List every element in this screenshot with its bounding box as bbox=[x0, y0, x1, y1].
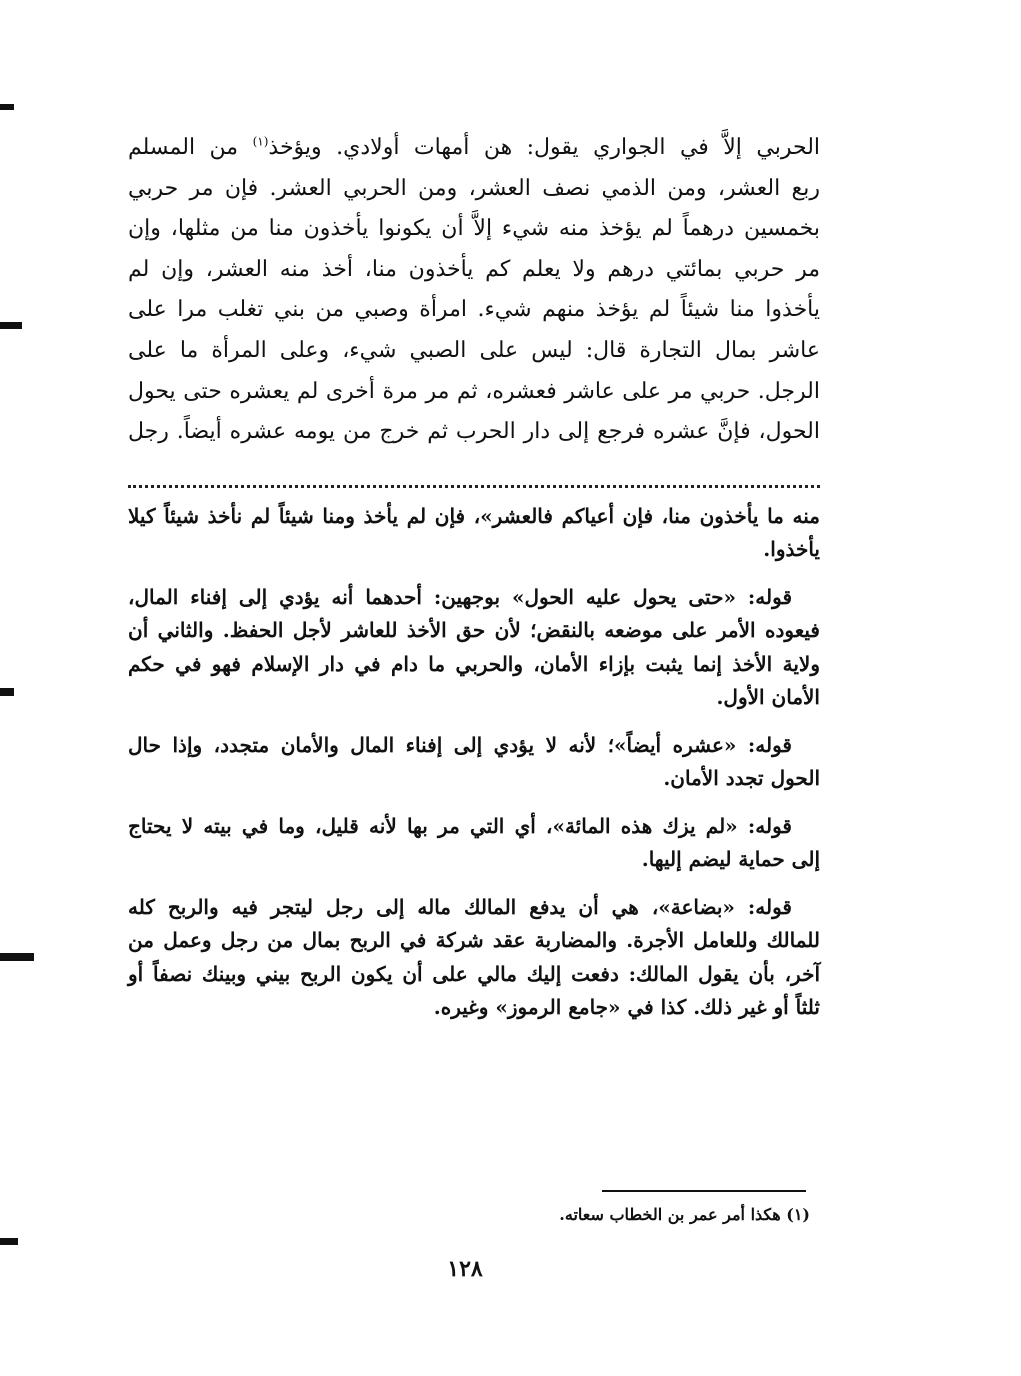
main-text bbox=[128, 128, 820, 453]
scan-mark bbox=[0, 322, 22, 329]
commentary-line: آخر، بأن يقول المالك: دفعت إليك مالي على أن يكون الربح بيني وبينك نصفاً أو bbox=[128, 961, 820, 986]
commentary-paragraph bbox=[128, 810, 820, 877]
commentary bbox=[128, 500, 820, 1025]
scan-mark bbox=[0, 104, 14, 110]
main-text-line: بخمسين درهماً لم يؤخذ منه شيء إلاَّ أن يكونوا يأخذون منا من مثلها، وإن bbox=[128, 216, 820, 242]
scan-mark bbox=[0, 688, 14, 696]
commentary-line: قوله: «عشره أيضاً»؛ لأنه لا يؤدي إلى إفناء المال والأمان متجدد، وإذا حال bbox=[128, 732, 792, 757]
main-text-line: يأخذوا منا شيئاً لم يؤخذ منهم شيء. امرأة وصبي من بني تغلب مرا على bbox=[128, 297, 820, 323]
commentary-paragraph bbox=[128, 891, 820, 1025]
commentary-line: قوله: «بضاعة»، هي أن يدفع المالك ماله إلى رجل ليتجر فيه والربح كله bbox=[128, 894, 792, 919]
commentary-line: الأمان الأول. bbox=[716, 685, 820, 710]
main-text-line: مر حربي بمائتي درهم ولا يعلم كم يأخذون منا، أخذ منه العشر، وإن لم bbox=[128, 256, 820, 282]
scan-mark bbox=[0, 953, 34, 961]
page-number: ١٢٨ bbox=[447, 1256, 483, 1282]
commentary-line: قوله: «لم يزك هذه المائة»، أي التي مر بها لأنه قليل، وما في بيته لا يحتاج bbox=[128, 813, 792, 838]
commentary-line: إلى حماية ليضم إليها. bbox=[641, 847, 820, 872]
main-text-line: عاشر بمال التجارة قال: ليس على الصبي شيء، وعلى المرأة ما على bbox=[128, 337, 820, 363]
main-text-line: ربع العشر، ومن الذمي نصف العشر، ومن الحربي العشر. فإن مر حربي bbox=[128, 175, 820, 201]
scan-mark bbox=[0, 1238, 18, 1245]
main-text-line: الحربي إلاَّ في الجواري يقول: هن أمهات أولادي. ويؤخذ$^{(١)}$ من المسلم bbox=[128, 134, 821, 160]
commentary-paragraph bbox=[128, 581, 820, 715]
main-text-line: الرجل. حربي مر على عاشر فعشره، ثم مر مرة أخرى لم يعشره حتى يحول bbox=[128, 378, 820, 404]
footnote-reference: (١) bbox=[252, 134, 269, 149]
footnote-rule bbox=[602, 1190, 806, 1192]
footnote: (١) هكذا أمر عمر بن الخطاب سعاته. bbox=[559, 1205, 810, 1224]
commentary-line: للمالك وللعامل الأجرة. والمضاربة عقد شركة في الربح بمال من رجل وعمل من bbox=[128, 928, 820, 953]
commentary-line: ولاية الأخذ إنما يثبت بإزاء الأمان، والحربي ما دام في دار الإسلام فهو في حكم bbox=[128, 651, 820, 676]
dotted-separator bbox=[128, 463, 820, 488]
commentary-line: يأخذوا. bbox=[763, 537, 820, 562]
book-page bbox=[128, 128, 820, 1039]
commentary-line: منه ما يأخذون منا، فإن أعياكم فالعشر»، فإن لم يأخذ ومنا شيئاً لم نأخذ شيئاً كيلا bbox=[128, 503, 820, 528]
main-text-line: الحول، فإنَّ عشره فرجع إلى دار الحرب ثم خرج من يومه عشره أيضاً. رجل bbox=[128, 419, 820, 445]
commentary-paragraph bbox=[128, 500, 820, 567]
commentary-line: قوله: «حتى يحول عليه الحول» بوجهين: أحدهما أنه يؤدي إلى إفناء المال، bbox=[128, 584, 792, 609]
commentary-line: فيعوده الأمر على موضعه بالنقض؛ لأن حق الأخذ للعاشر لأجل الحفظ. والثاني أن bbox=[128, 618, 820, 643]
commentary-line: ثلثاً أو غير ذلك. كذا في «جامع الرموز» وغيره. bbox=[433, 995, 820, 1020]
commentary-line: الحول تجدد الأمان. bbox=[663, 766, 820, 791]
commentary-paragraph bbox=[128, 729, 820, 796]
